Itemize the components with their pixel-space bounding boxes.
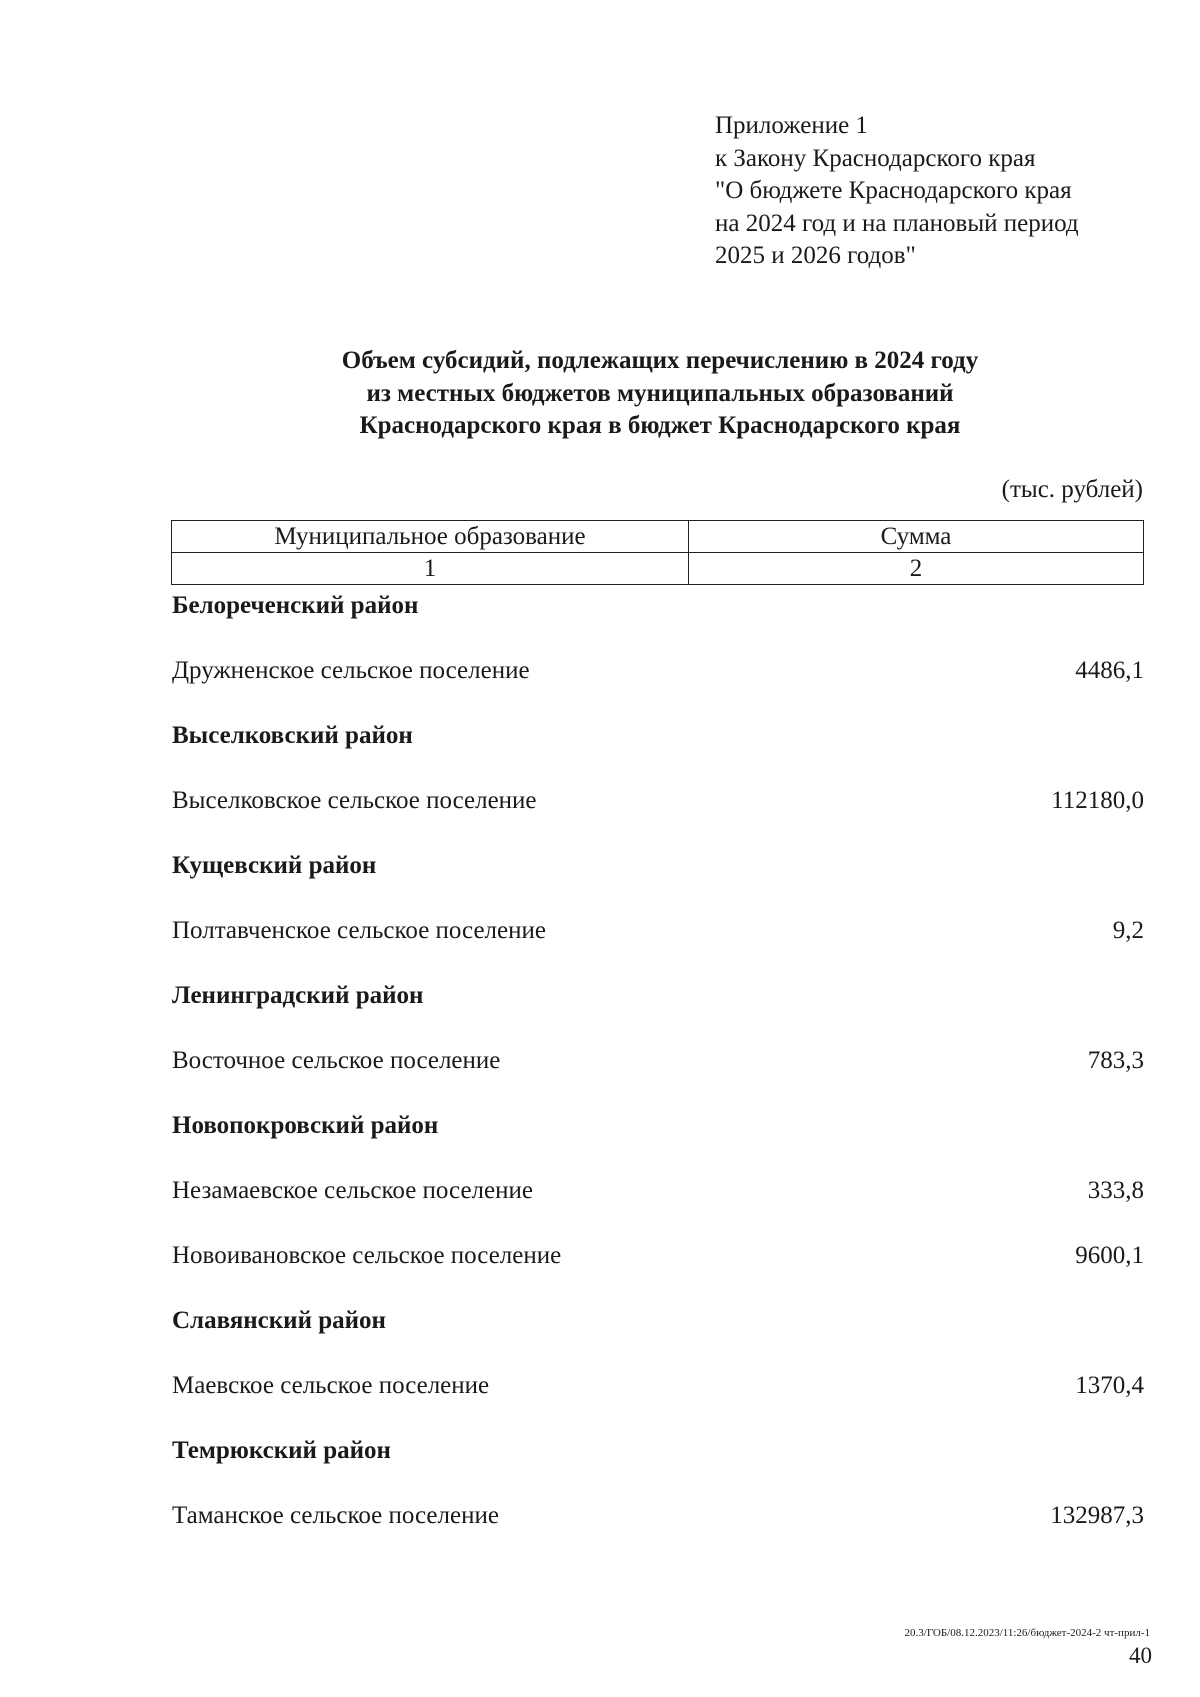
settlement-name: Выселковское сельское поселение: [172, 787, 537, 814]
table-row: [172, 587, 1144, 652]
row-amount: 9,2: [1112, 917, 1144, 944]
settlement-name: Восточное сельское поселение: [172, 1047, 501, 1074]
table-row: [172, 912, 1144, 977]
appendix-line: 2025 и 2026 годов": [715, 242, 916, 269]
column-number-row: [172, 553, 1144, 585]
table-row: [172, 1237, 1144, 1302]
title-line: из местных бюджетов муниципальных образований: [366, 379, 954, 407]
table-row: [172, 977, 1144, 1042]
table-body: [172, 587, 1144, 1562]
table-row: [172, 1042, 1144, 1107]
units-label: (тыс. рублей): [1001, 476, 1143, 503]
title-line: Краснодарского края в бюджет Краснодарского края: [359, 412, 961, 439]
settlement-name: Дружненское сельское поселение: [172, 657, 530, 684]
table-row: [172, 1497, 1144, 1562]
column-number-2: 2: [689, 553, 1144, 585]
column-number-1: 1: [172, 553, 689, 585]
appendix-line: Приложение 1: [715, 112, 868, 139]
district-name: Темрюкский район: [172, 1437, 391, 1464]
settlement-name: Новоивановское сельское поселение: [172, 1242, 562, 1269]
header-amount: Сумма: [689, 521, 1144, 553]
row-amount: 4486,1: [1075, 657, 1144, 684]
district-name: Белореченский район: [172, 592, 419, 619]
header-row: [172, 521, 1144, 553]
table-row: [172, 1172, 1144, 1237]
district-name: Новопокровский район: [172, 1112, 439, 1139]
appendix-line: на 2024 год и на плановый период: [715, 209, 1079, 237]
settlement-name: Незамаевское сельское поселение: [172, 1177, 533, 1204]
settlement-name: Маевское сельское поселение: [172, 1372, 490, 1399]
appendix-line: к Закону Краснодарского края: [715, 144, 1036, 172]
table-header: [171, 520, 1144, 585]
table-row: [172, 1302, 1144, 1367]
header-municipality: Муниципальное образование: [172, 521, 689, 553]
table-row: [172, 1432, 1144, 1497]
row-amount: 1370,4: [1075, 1372, 1144, 1399]
title-line: Объем субсидий, подлежащих перечислению в 2024 году: [341, 347, 979, 374]
district-name: Кущевский район: [172, 852, 377, 879]
district-name: Славянский район: [172, 1307, 386, 1334]
row-amount: 112180,0: [1051, 787, 1144, 814]
settlement-name: Полтавченское сельское поселение: [172, 917, 546, 944]
page-number: 40: [1129, 1643, 1152, 1668]
row-amount: 132987,3: [1050, 1502, 1144, 1529]
table-row: [172, 717, 1144, 782]
row-amount: 783,3: [1087, 1047, 1144, 1074]
appendix-note: [715, 110, 1079, 273]
table-row: [172, 652, 1144, 717]
district-name: Выселковский район: [172, 722, 413, 749]
appendix-line: "О бюджете Краснодарского края: [715, 177, 1072, 204]
document-code: 20.3/ГОБ/08.12.2023/11:26/бюджет-2024-2 чт-прил-1: [904, 1627, 1150, 1639]
table-row: [172, 782, 1144, 847]
table-row: [172, 847, 1144, 912]
row-amount: 9600,1: [1075, 1242, 1144, 1269]
table-row: [172, 1367, 1144, 1432]
document-title: [170, 345, 1150, 443]
table-row: [172, 1107, 1144, 1172]
row-amount: 333,8: [1087, 1177, 1144, 1204]
settlement-name: Таманское сельское поселение: [172, 1502, 499, 1529]
district-name: Ленинградский район: [172, 982, 424, 1009]
